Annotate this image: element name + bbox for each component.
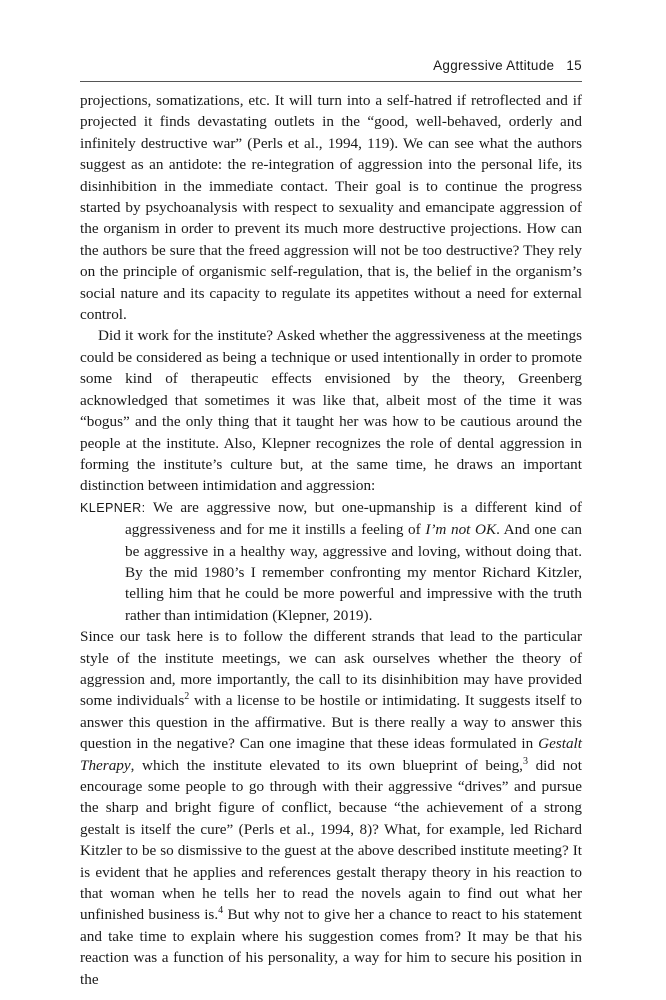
- page-number: 15: [566, 58, 582, 73]
- quote-speaker: KLEPNER:: [80, 500, 146, 515]
- p3-text-4: did not encourage some people to go through with their aggressive “drives” and pursue the sharp and bright figure of conflict, because “the achievement of a strong gestalt is itself the cure” (Perls et al., 1994, 8)? What, for example, led Richard Kitzler to be so dismissive to the guest at the above described institute meeting? It is evident that he applies and references gestalt therapy theory in his reaction to that woman when he tells her to read the novels again to find out what her unfinished business is.: [80, 756, 582, 924]
- paragraph-2: Did it work for the institute? Asked whether the aggressiveness at the meetings could be considered as being a technique or used intentionally in order to promote some kind of therapeutic effects envisioned by the theory, Greenberg acknowledged that sometimes it was like that, albeit most of the time it was “bogus” and the only thing that it taught her was how to be cautious around the people at the institute. Also, Klepner recognizes the role of dental aggression in forming the institute’s culture but, at the same time, he draws an important distinction between intimidation and aggression:: [80, 327, 582, 495]
- p3-text-1: Since our task here is to follow the different strands that lead to the particular style of the institute meetings, we can ask ourselves whether the theory of aggression and, more importantly, the call to its disinhibition may have provided some individuals: [80, 628, 582, 710]
- p3-text-3: , which the institute elevated to its own blueprint of being,: [130, 756, 523, 774]
- quote-text-end: . And one can be aggressive in a healthy way, aggressive and loving, without doing that. By the mid 1980’s I remember confronting my mentor Richard Kitzler, telling him that he could be more powerful and impressive with the truth rather than intimidation (Klepner, 2019).: [125, 521, 582, 624]
- paragraph-1: projections, somatizations, etc. It will turn into a self-hatred if retroflected and if projected it finds devastating outlets in the “good, well-behaved, orderly and infinitely destructive war” (Perls et al., 1994, 119). We can see what the authors suggest as an antidote: the re-integration of aggression into the personal life, its disinhibition in the immediate contact. Their goal is to continue the progress started by psychoanalysis with respect to sexuality and emancipate aggression of the organism in order to prevent its much more destructive projections. How can the authors be sure that the freed aggression will not be too destructive? They rely on the principle of organismic self-regulation, that is, the belief in the organism’s social nature and its capacity to regulate its appetites without a need for external control.: [80, 92, 582, 324]
- quote-text-start: We are aggressive now, but one-upmanship is a different kind of aggressiveness and for me it instills a feeling of: [125, 498, 582, 539]
- p3-text-2: with a license to be hostile or intimidating. It suggests itself to answer this question in the affirmative. But is there really a way to answer this question in the negative? Can one imagine that these ideas formulated in: [80, 692, 582, 753]
- running-title: Aggressive Attitude: [433, 58, 555, 73]
- footnote-ref-2[interactable]: 2: [184, 691, 190, 703]
- running-head: [80, 58, 582, 73]
- quote-italic-phrase: I’m not OK: [425, 521, 497, 539]
- book-title-gestalt-therapy: Gestalt Therapy: [80, 735, 582, 774]
- block-quote-klepner: [80, 497, 582, 626]
- p3-text-5: But why not to give her a chance to react to his statement and take time to explain where his suggestion comes from? It may be that his reaction was a function of his personality, a way for him to secure his position in the: [80, 906, 582, 988]
- paragraph-3: [80, 626, 582, 990]
- footnote-ref-3[interactable]: 3: [522, 755, 528, 767]
- footnote-ref-4[interactable]: 4: [218, 905, 224, 917]
- header-rule: [80, 81, 582, 82]
- body-text: [80, 90, 582, 990]
